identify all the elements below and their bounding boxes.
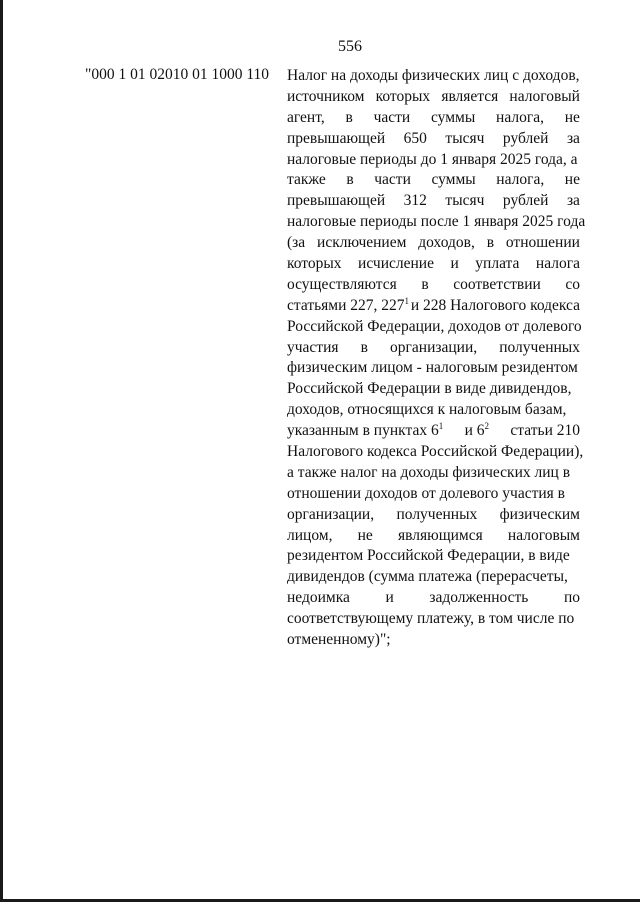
description-word: 312 [403, 192, 427, 210]
description-word: доходов, [418, 234, 475, 252]
description-word: в [346, 171, 354, 189]
description-word: налоговый [509, 87, 580, 105]
description-line [287, 212, 586, 233]
description-line [287, 275, 580, 296]
description-word-text: статьи 210 [510, 422, 580, 440]
description-word: тысяч [445, 129, 485, 147]
description-word: налога [535, 255, 580, 273]
description-word: рублей [502, 192, 549, 210]
description-line [287, 379, 580, 400]
description-word: уплата [475, 255, 520, 273]
description-word-text: и 228 Налогового кодекса [410, 296, 580, 314]
description-word: отношении доходов от долевого участия в [287, 484, 565, 502]
description-word: тысяч [445, 192, 485, 210]
superscript: 1 [438, 421, 444, 432]
description-word: соответствии [453, 275, 541, 293]
description-line [287, 609, 580, 630]
description-word: 650 [403, 129, 427, 147]
description-word: является [441, 87, 499, 105]
description-word: за [566, 192, 580, 210]
description-word: части [374, 171, 411, 189]
description-word: в [486, 234, 495, 252]
description-word: не [564, 108, 580, 126]
description-word: резидентом Российской Федерации, в виде [287, 547, 570, 565]
description-word: соответствующему платежу, в том числе по [287, 610, 575, 628]
description-line [287, 484, 580, 505]
description-word-text: статьями 227, 227 [287, 296, 405, 314]
description-line [287, 233, 580, 254]
code-description [287, 66, 586, 651]
description-line [287, 526, 580, 547]
description-word: физическим лицом - налоговым резидентом [287, 359, 578, 377]
description-line [287, 66, 580, 87]
description-word: суммы [431, 108, 476, 126]
description-word-text: и 6 [464, 422, 485, 440]
description-word: Российской Федерации, доходов от долевого [287, 317, 582, 335]
page-number: 556 [338, 38, 362, 55]
description-word: налога, [496, 171, 545, 189]
description-line [287, 588, 580, 609]
description-word: не [564, 171, 580, 189]
description-word: которых [287, 255, 342, 273]
description-word-text: указанным в пунктах 6 [287, 422, 439, 440]
description-word: физическим [499, 505, 580, 523]
description-word: за [566, 129, 580, 147]
description-line [287, 129, 580, 150]
description-word: агент, [287, 108, 325, 126]
description-word: полученных [396, 505, 478, 523]
description-line [287, 150, 580, 171]
description-line [287, 630, 580, 651]
description-word: налоговые периоды после 1 января 2025 года [287, 213, 586, 231]
description-word: задолженность [429, 589, 529, 607]
description-word: которых [375, 87, 431, 105]
description-word [510, 421, 580, 442]
superscript: 1 [404, 295, 410, 306]
scan-edge-left [0, 0, 3, 902]
description-word: полученных [499, 338, 580, 356]
description-line [287, 191, 580, 212]
description-word: осуществляются [287, 275, 397, 293]
description-line [287, 400, 580, 421]
description-word [287, 421, 443, 442]
description-word: участия [287, 338, 339, 356]
description-word: Налогового кодекса Российской Федерации), [287, 443, 584, 461]
description-word: лицом, [287, 526, 333, 544]
description-word: в [360, 338, 368, 356]
description-word: исключением [317, 234, 407, 252]
description-line [287, 317, 580, 338]
description-line [287, 546, 580, 567]
description-word: налоговые периоды до 1 января 2025 года, а [287, 150, 578, 168]
description-word: налоговым [507, 526, 580, 544]
description-word: и [450, 255, 459, 273]
description-word: организации, [390, 338, 478, 356]
description-word: исчисление [358, 255, 434, 273]
description-line [287, 505, 580, 526]
description-word [287, 296, 409, 317]
description-word: также [287, 171, 326, 189]
description-word: являющимся [398, 526, 483, 544]
description-word: превышающей [287, 192, 386, 210]
description-word: недоимка [287, 589, 350, 607]
description-word: части [373, 108, 411, 126]
description-word: а также налог на доходы физических лиц в [287, 463, 571, 481]
superscript: 2 [484, 421, 490, 432]
description-word: рублей [502, 129, 549, 147]
description-word: налога, [496, 108, 544, 126]
description-word: Российской Федерации в виде дивидендов, [287, 380, 572, 398]
description-word: в [345, 108, 353, 126]
description-line [287, 108, 580, 129]
description-word: в [421, 275, 429, 293]
description-line [287, 87, 580, 108]
description-word: и [385, 589, 394, 607]
description-line [287, 254, 580, 275]
description-word: со [565, 275, 580, 293]
description-line [287, 567, 580, 588]
description-line [287, 442, 584, 463]
description-word: источником [287, 87, 365, 105]
description-word [465, 421, 489, 442]
description-word: (за [287, 234, 306, 252]
description-word: отмененному)"; [287, 631, 391, 649]
description-line [287, 296, 580, 317]
description-line [287, 338, 580, 359]
description-word: по [563, 589, 580, 607]
description-word: отношении [505, 234, 580, 252]
budget-classification-code: "000 1 01 02010 01 1000 110 [85, 66, 270, 83]
description-line [287, 421, 580, 442]
description-line [287, 358, 580, 379]
description-word: дивидендов (сумма платежа (перерасчеты, [287, 568, 568, 586]
description-line [287, 170, 580, 191]
description-word: доходов, относящихся к налоговым базам, [287, 401, 567, 419]
description-word: не [357, 526, 373, 544]
description-word: организации, [287, 505, 375, 523]
description-word [411, 296, 580, 317]
description-word: суммы [431, 171, 476, 189]
description-line [287, 463, 580, 484]
description-word: превышающей [287, 129, 386, 147]
description-word: Налог на доходы физических лиц с доходов, [287, 67, 580, 84]
